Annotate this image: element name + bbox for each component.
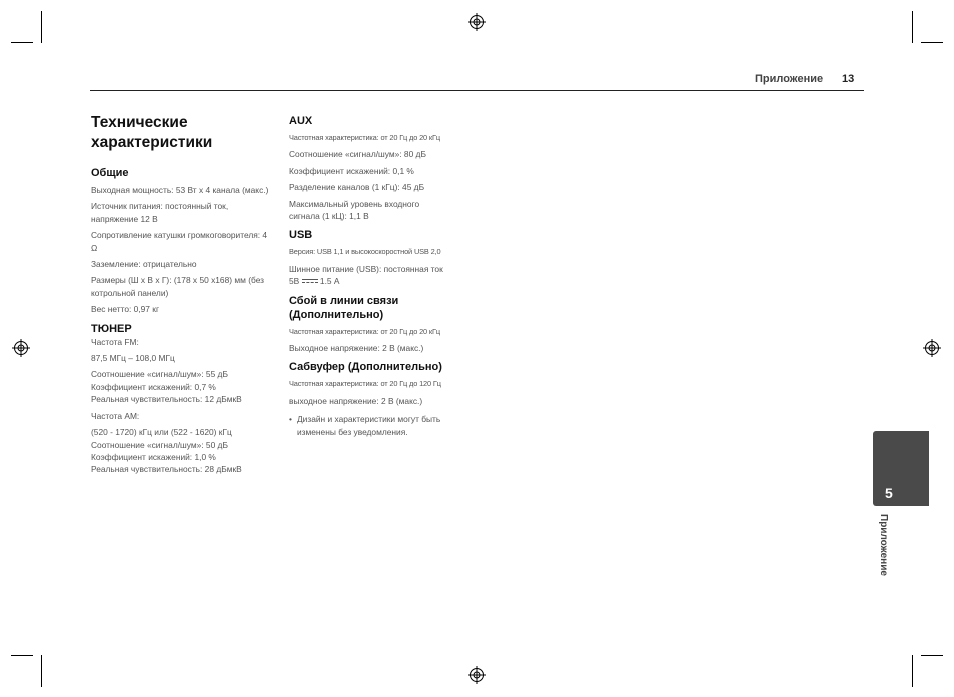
crop-mark xyxy=(912,11,913,43)
aux-heading: AUX xyxy=(289,115,313,127)
crop-mark xyxy=(921,655,943,656)
subwoofer-heading: Сабвуфер (Дополнительно) xyxy=(289,361,442,374)
spec-item: Максимальный уровень входного сигнала (1 кЦ): 1,1 В xyxy=(289,198,420,222)
spec-item: Выходная мощность: 53 Вт x 4 канала (макс.) xyxy=(91,185,269,195)
fm-range: 87,5 МГц – 108,0 МГц xyxy=(91,353,175,364)
header-section-label: Приложение xyxy=(755,73,824,85)
crop-mark xyxy=(41,11,42,43)
spec-item: Соотношение «сигнал/шум»: 80 дБ xyxy=(289,149,426,160)
spec-item: (520 - 1720) кГц или (522 - 1620) кГц xyxy=(91,427,232,438)
spec-item: Сопротивление катушки громкоговорителя: 4 Ω xyxy=(91,230,268,253)
right-column xyxy=(289,114,469,438)
general-heading: Общие xyxy=(91,167,129,179)
registration-mark-icon xyxy=(468,666,486,684)
spec-item: Разделение каналов (1 кГц): 45 дБ xyxy=(289,182,425,193)
note-bullet xyxy=(289,413,469,438)
usb-bus-power-label: Шинное питание (USB): постоянная ток xyxy=(289,263,443,274)
spec-item: Частотная характеристика: от 20 Гц до 20 кГц xyxy=(289,133,440,142)
am-label: Частота AM: xyxy=(91,410,140,421)
chapter-label: Приложение xyxy=(878,514,889,576)
crop-mark xyxy=(921,42,943,43)
left-column xyxy=(91,166,271,476)
spec-item: Размеры (Ш x В x Г): (178 x 50 x168) мм (без котрольной панели) xyxy=(91,275,265,298)
registration-mark-icon xyxy=(468,13,486,31)
spec-item: Реальная чувствительность: 28 дБмкВ xyxy=(91,464,242,475)
spec-item: Соотношение «сигнал/шум»: 50 дБ xyxy=(91,439,228,450)
tuner-heading: ТЮНЕР xyxy=(91,322,132,335)
spec-item: выходное напряжение: 2 В (макс.) xyxy=(289,395,423,406)
spec-item: Коэффициент искажений: 0,1 % xyxy=(289,165,414,176)
spec-item: Источник питания: постоянный ток, напряжение 12 В xyxy=(91,201,229,224)
usb-heading: USB xyxy=(289,229,313,242)
spec-item: Реальная чувствительность: 12 дБмкВ xyxy=(91,394,242,405)
spec-item: Вес нетто: 0,97 кг xyxy=(91,304,159,315)
line-out-heading: Сбой в линии связи (Дополнительно) xyxy=(289,294,399,321)
bullet-icon: • xyxy=(289,414,292,425)
spec-item: Коэффициент искажений: 0,7 % xyxy=(91,381,216,392)
header-rule xyxy=(90,90,864,91)
registration-mark-icon xyxy=(923,339,941,357)
usb-version: Версия: USB 1,1 и высокоскоростной USB 2,0 xyxy=(289,247,441,257)
crop-mark xyxy=(41,655,42,687)
chapter-tab xyxy=(873,431,929,506)
fm-label: Частота FM: xyxy=(91,336,139,347)
usb-bus-power xyxy=(289,263,469,288)
page-title: Технические характеристики xyxy=(91,114,213,151)
registration-mark-icon xyxy=(12,339,30,357)
page-number: 13 xyxy=(842,73,855,85)
spec-item: Коэффициент искажений: 1,0 % xyxy=(91,451,216,462)
chapter-number: 5 xyxy=(885,485,893,501)
spec-item: Частотная характеристика: от 20 Гц до 20 кГц xyxy=(289,326,440,336)
spec-item: Частотная характеристика: от 20 Гц до 120 Гц xyxy=(289,379,441,389)
note-text: Дизайн и характеристики могут быть изменены без уведомления. xyxy=(297,414,441,437)
spec-item: Заземление: отрицательно xyxy=(91,259,197,270)
usb-voltage: 5В xyxy=(289,276,300,287)
crop-mark xyxy=(912,655,913,687)
usb-current: 1.5 A xyxy=(319,276,340,287)
spec-item: Соотношение «сигнал/шум»: 55 дБ xyxy=(91,369,228,380)
crop-mark xyxy=(11,655,33,656)
spec-item: Выходное напряжение: 2 В (макс.) xyxy=(289,343,424,354)
crop-mark xyxy=(11,42,33,43)
dc-symbol-icon xyxy=(302,279,318,285)
